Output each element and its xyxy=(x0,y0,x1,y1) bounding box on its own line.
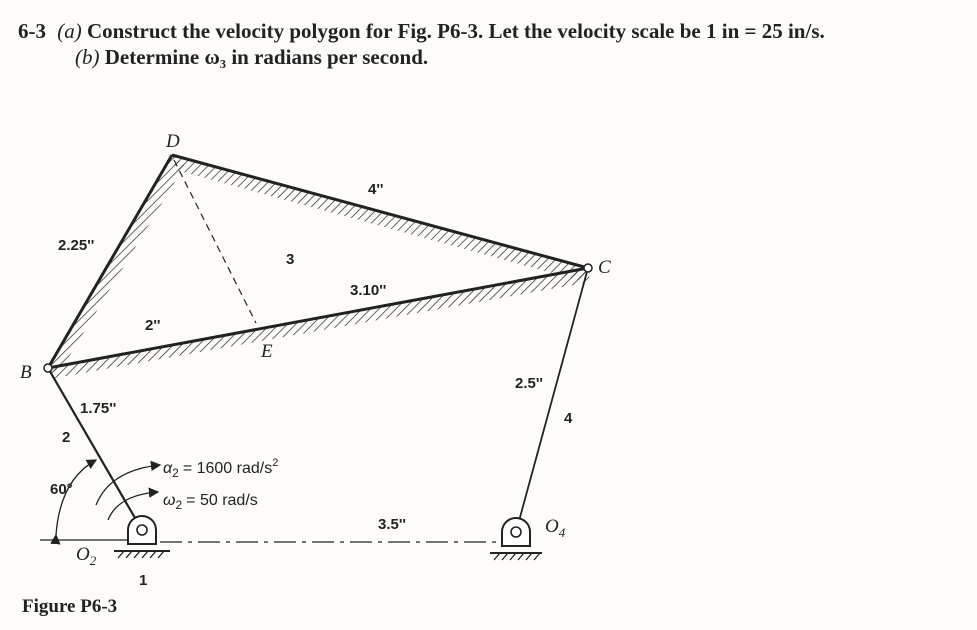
figure-caption: Figure P6-3 xyxy=(22,596,118,617)
label-o2-main: O xyxy=(76,544,90,565)
part-a-text: Construct the velocity polygon for Fig. P6-3. Let the velocity scale be 1 in = 25 in/s. xyxy=(87,19,825,43)
label-o2 xyxy=(76,544,97,568)
part-b-text: Determine ω₃ in radians per second. xyxy=(104,45,429,69)
dim-dc: 4'' xyxy=(368,181,384,198)
coupler-hatch-dc xyxy=(172,155,588,282)
problem-number: 6-3 xyxy=(18,19,46,43)
link-rocker xyxy=(516,268,588,532)
alpha-symbol: α xyxy=(163,460,173,477)
label-b: B xyxy=(20,362,32,383)
omega-value: = 50 rad/s xyxy=(186,492,258,509)
dim-o2o4: 3.5'' xyxy=(378,516,406,533)
label-d: D xyxy=(166,131,180,152)
alpha-value: = 1600 rad/s xyxy=(182,460,273,477)
dim-bo2: 1.75'' xyxy=(80,400,117,417)
omega-label xyxy=(163,492,258,512)
link-bd xyxy=(48,155,172,368)
coupler-hatch-bc xyxy=(48,268,590,378)
dim-bd: 2.25'' xyxy=(58,237,95,254)
label-o2-sub: 2 xyxy=(89,553,97,568)
alpha-subscript: 2 xyxy=(172,466,179,480)
link-number-3: 3 xyxy=(286,251,295,268)
label-o4-main: O xyxy=(545,516,559,537)
dim-ec: 3.10'' xyxy=(350,282,387,299)
link-number-4: 4 xyxy=(564,410,573,427)
dim-angle: 60° xyxy=(50,481,73,498)
label-e: E xyxy=(261,341,273,362)
omega-symbol: ω xyxy=(163,492,176,509)
link-crank xyxy=(48,368,142,530)
coupler-hatch-bd xyxy=(48,155,185,375)
link-number-2: 2 xyxy=(62,429,71,446)
part-a-marker: (a) xyxy=(57,19,82,43)
label-c: C xyxy=(598,257,611,278)
pivot-o2 xyxy=(114,516,170,558)
link-number-1: 1 xyxy=(139,572,148,589)
omega-subscript: 2 xyxy=(175,498,183,512)
pin-b xyxy=(44,364,52,372)
alpha-superscript: 2 xyxy=(272,457,279,469)
label-o4-sub: 4 xyxy=(558,525,566,540)
dim-be: 2'' xyxy=(145,317,161,334)
part-b-marker: (b) xyxy=(75,45,100,69)
dim-co4: 2.5'' xyxy=(515,375,543,392)
link-dc xyxy=(172,155,588,268)
alpha-label xyxy=(163,457,278,480)
label-o4 xyxy=(545,516,566,540)
link-bc xyxy=(48,268,588,368)
pin-c xyxy=(584,264,592,272)
pivot-o4 xyxy=(490,518,542,560)
